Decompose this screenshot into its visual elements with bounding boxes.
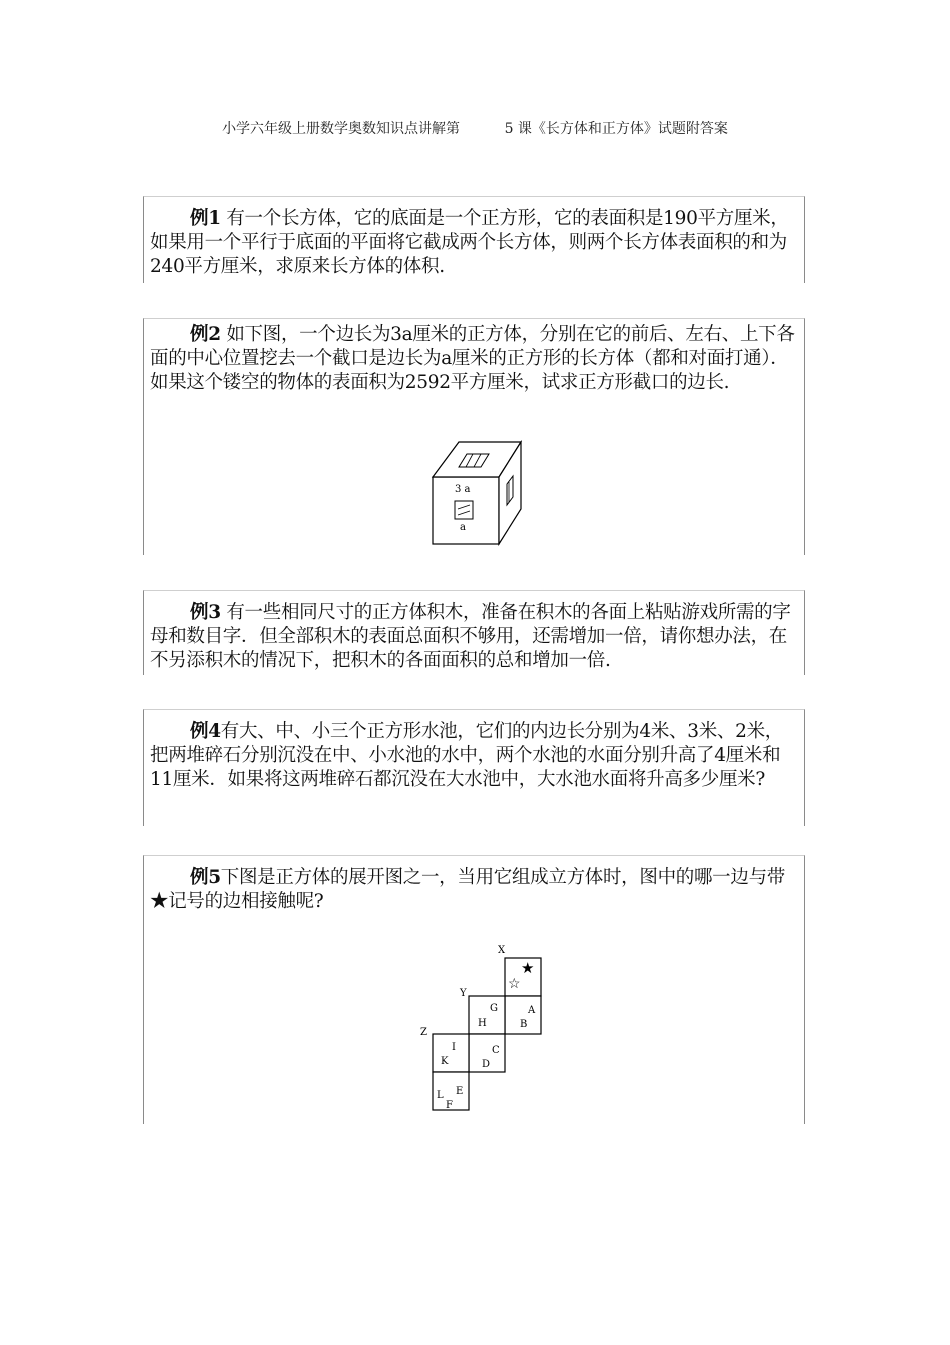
page-title: 小学六年级上册数学奥数知识点讲解第 5 课《长方体和正方体》试题附答案 <box>222 121 728 137</box>
example-5-text <box>144 856 804 914</box>
cube-net-figure <box>412 940 552 1120</box>
net-label-e: E <box>456 1086 464 1097</box>
hollow-cube-figure <box>429 439 529 549</box>
example-3-label: 例3 <box>190 602 221 623</box>
example-1-label: 例1 <box>190 208 221 229</box>
example-1-text <box>144 197 804 279</box>
example-4-box <box>143 709 805 826</box>
net-label-g: G <box>490 1003 498 1014</box>
net-label-x: X <box>498 945 506 956</box>
example-5-box <box>143 855 805 1124</box>
net-label-k: K <box>441 1056 449 1067</box>
filled-star-icon: ★ <box>521 959 535 977</box>
example-1-body: 有一个长方体，它的底面是一个正方形，它的表面积是190平方厘米，如果用一个平行于底面的平面将它截成两个长方体，则两个长方体表面积的和为240平方厘米，求原来长方体的体积. <box>150 208 789 277</box>
example-4-label: 例4 <box>190 721 221 742</box>
net-label-c: C <box>492 1045 500 1056</box>
example-5-label: 例5 <box>190 867 221 888</box>
example-2-label: 例2 <box>190 324 221 345</box>
example-3-body: 有一些相同尺寸的正方体积木，准备在积木的各面上粘贴游戏所需的字母和数目字．但全部积木的表面总面积不够用，还需增加一倍，请你想办法，在不另添积木的情况下，把积木的各面面积的总和增加一倍. <box>150 602 791 671</box>
net-label-h: H <box>478 1018 487 1029</box>
net-label-b: B <box>520 1019 528 1030</box>
net-label-d: D <box>482 1059 491 1070</box>
net-label-z: Z <box>420 1027 427 1038</box>
net-label-f: F <box>446 1100 453 1111</box>
example-2-text <box>144 319 804 395</box>
example-4-body: 有大、中、小三个正方形水池，它们的内边长分别为4米、3米、2米，把两堆碎石分别沉没在中、小水池的水中，两个水池的水面分别升高了4厘米和11厘米．如果将这两堆碎石都沉没在大水池中，大水池水面将升高多少厘米? <box>150 721 783 790</box>
example-3-box <box>143 590 805 675</box>
example-1-box <box>143 196 805 283</box>
cube-side-label: 3 a <box>455 484 471 495</box>
hole-side-label: a <box>460 522 466 533</box>
example-2-body: 如下图，一个边长为3a厘米的正方体，分别在它的前后、左右、上下各面的中心位置挖去一个截口是边长为a厘米的正方形的长方体（都和对面打通）．如果这个镂空的物体的表面积为2592平方厘米，试求正方形截口的边长. <box>150 324 795 393</box>
example-5-body: 下图是正方体的展开图之一，当用它组成立方体时，图中的哪一边与带★记号的边相接触呢? <box>150 867 785 912</box>
net-label-y: Y <box>460 988 467 999</box>
example-4-text <box>144 710 804 792</box>
outline-star-icon: ☆ <box>508 976 521 992</box>
example-3-text <box>144 591 804 673</box>
net-label-a: A <box>528 1005 536 1016</box>
net-label-l: L <box>437 1090 444 1101</box>
example-2-box <box>143 318 805 555</box>
net-label-i: I <box>452 1042 456 1053</box>
